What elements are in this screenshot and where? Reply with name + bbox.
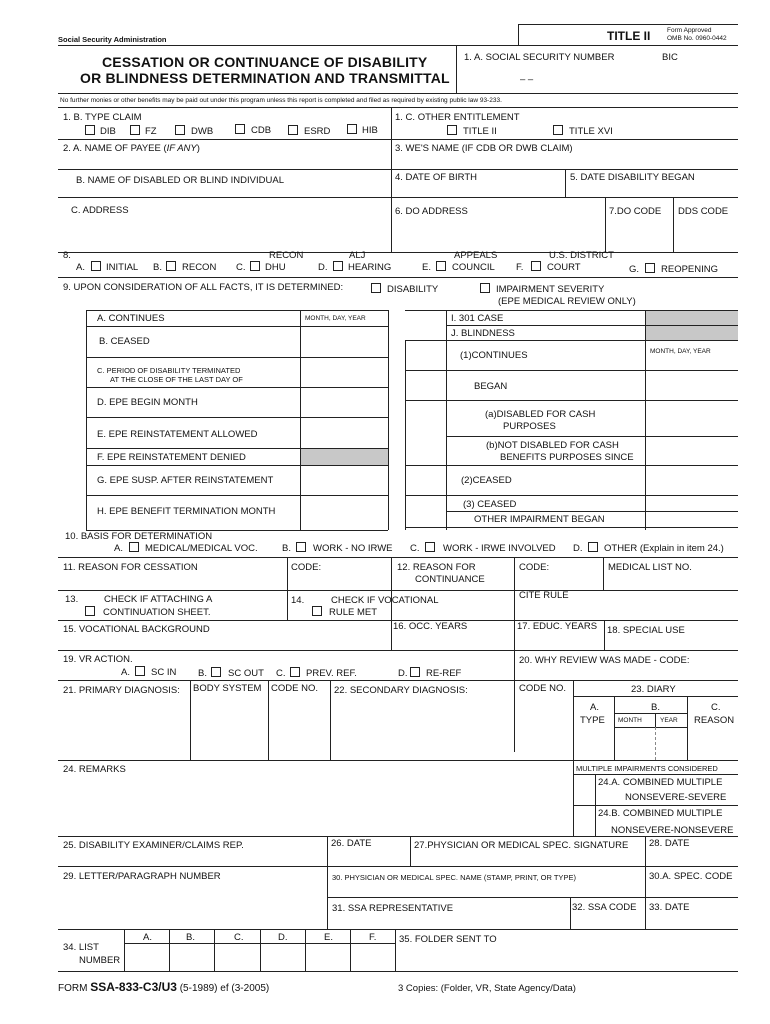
ceased-b-label: B. CEASED [99,336,150,347]
hearing-label: HEARING [348,262,392,273]
item14-number: 14. [291,595,305,606]
list-col-c: C. [234,932,244,943]
date-28-label: 28. DATE [649,838,690,849]
address-label: C. ADDRESS [71,205,129,216]
special-use-label: 18. SPECIAL USE [607,625,685,636]
recon-label: RECON [182,262,217,273]
multiple-impairments-label: MULTIPLE IMPAIRMENTS CONSIDERED [576,764,718,773]
item10-a-letter: A. [114,543,123,554]
item8-d-letter: D. [318,262,328,273]
list-col-e: E. [324,932,333,943]
esrd-label: ESRD [304,126,331,137]
combined-nonsevere-severe-label-2: NONSEVERE-SEVERE [625,792,727,803]
item10-d-letter: D. [573,543,583,554]
date-33-label: 33. DATE [649,902,690,913]
diary-reason-label: REASON [694,715,735,726]
attach-sheet-label: CHECK IF ATTACHING A [104,594,213,605]
medical-list-label: MEDICAL LIST NO. [608,562,692,573]
cdb-label: CDB [251,125,272,136]
cessation-code-label: CODE: [291,562,322,573]
other-basis-checkbox[interactable] [588,542,598,552]
form-title-line1: CESSATION OR CONTINUANCE OF DISABILITY [102,54,428,70]
why-review-label: 20. WHY REVIEW WAS MADE - CODE: [519,655,690,666]
title-ii-checkbox[interactable] [447,125,457,135]
notice-text: No further monies or other benefits may be paid out under this program unless this report is completed and filed as required by existing public law 93-233. [60,97,502,104]
do-code-label: 7.DO CODE [609,206,662,217]
month-day-year-right: MONTH, DAY, YEAR [650,348,711,355]
agency-name: Social Security Administration [58,35,167,44]
form-title-line2: OR BLINDNESS DETERMINATION AND TRANSMITTAL [80,70,450,86]
item8-number: 8. [63,250,71,261]
remarks-label: 24. REMARKS [63,764,126,775]
item19-d-letter: D. [398,668,408,679]
dhu-checkbox[interactable] [250,261,260,271]
sc-in-checkbox[interactable] [135,666,145,676]
hib-checkbox[interactable] [347,124,357,134]
vocational-rule-label: CHECK IF VOCATIONAL [331,595,439,606]
sc-out-label: SC OUT [228,668,264,679]
form-footer-id: FORM SSA-833-C3/U3 (5-1989) ef (3-2005) [58,980,270,994]
impairment-severity-checkbox[interactable] [480,283,490,293]
diary-year-label: YEAR [660,717,678,724]
us-district-top-label: U.S. DISTRICT [549,250,614,261]
do-address-label: 6. DO ADDRESS [395,206,468,217]
list-col-b: B. [186,932,195,943]
wes-name-label: 3. WE'S NAME (IF CDB OR DWB CLAIM) [395,143,573,154]
disability-option: DISABILITY [387,284,439,295]
began-label: BEGAN [474,381,508,392]
ceased-2-label: (2)CEASED [461,475,512,486]
recon-top-label: RECON [269,250,304,261]
work-irwe-label: WORK - IRWE INVOLVED [443,543,556,554]
title-ii-option: TITLE II [463,126,497,137]
primary-diagnosis-label: 21. PRIMARY DIAGNOSIS: [63,685,180,696]
dib-label: DIB [100,126,116,137]
impairment-severity-option: IMPAIRMENT SEVERITY [496,284,605,295]
diary-month-label: MONTH [618,717,642,724]
court-checkbox[interactable] [531,261,541,271]
educ-years-label: 17. EDUC. YEARS [517,621,598,632]
dwb-label: DWB [191,126,214,137]
item8-a-letter: A. [76,262,85,273]
period-terminated-label: C. PERIOD OF DISABILITY TERMINATED [97,366,241,375]
continuance-code-label: CODE: [519,562,550,573]
case-301-label: I. 301 CASE [451,313,504,324]
basis-label: 10. BASIS FOR DETERMINATION [65,531,213,542]
item8-c-letter: C. [236,262,246,273]
period-terminated-label-2: AT THE CLOSE OF THE LAST DAY OF [110,375,243,384]
form-approved: Form Approved [667,27,712,34]
ssn-label: 1. A. SOCIAL SECURITY NUMBER [464,52,615,63]
council-checkbox[interactable] [436,261,446,271]
epe-reinstatement-denied-label: F. EPE REINSTATEMENT DENIED [97,452,246,463]
other-basis-label: OTHER (Explain in item 24.) [604,543,724,554]
reason-continuance-label: 12. REASON FOR [397,562,476,573]
copies-note: 3 Copies: (Folder, VR, State Agency/Data) [398,983,576,994]
combined-nonsevere-nonsevere-label-2: NONSEVERE-NONSEVERE [611,825,734,836]
spec-code-label: 30.A. SPEC. CODE [649,871,733,882]
item10-b-letter: B. [282,543,291,554]
hearing-checkbox[interactable] [333,261,343,271]
ceased-3-label: (3) CEASED [463,499,517,510]
alj-top-label: ALJ [349,250,366,261]
dob-label: 4. DATE OF BIRTH [395,172,477,183]
disability-began-label: 5. DATE DISABILITY BEGAN [570,172,695,183]
cdb-checkbox[interactable] [235,124,245,134]
disability-checkbox[interactable] [371,283,381,293]
vocational-background-label: 15. VOCATIONAL BACKGROUND [63,624,210,635]
list-col-a: A. [143,932,152,943]
hib-label: HIB [362,125,378,136]
occ-years-label: 16. OCC. YEARS [393,621,468,632]
folder-sent-label: 35. FOLDER SENT TO [399,934,497,945]
list-col-f: F. [369,932,377,943]
not-disabled-cash-label-2: BENEFITS PURPOSES SINCE [500,452,634,463]
initial-checkbox[interactable] [91,261,101,271]
epe-only-note: (EPE MEDICAL REVIEW ONLY) [498,296,636,307]
month-day-year-left: MONTH, DAY, YEAR [305,315,366,322]
vr-action-label: 19. VR ACTION. [63,654,133,665]
item8-f-letter: F. [516,262,524,273]
omb-number: OMB No. 0960-0442 [667,35,727,42]
not-disabled-cash-label: (b)NOT DISABLED FOR CASH [486,440,619,451]
disabled-name-label: B. NAME OF DISABLED OR BLIND INDIVIDUAL [76,175,284,186]
continues-a-label: A. CONTINUES [97,313,165,324]
diary-b-letter: B. [651,702,660,713]
dhu-label: DHU [265,262,286,273]
continuation-sheet-label: CONTINUATION SHEET. [103,607,211,618]
list-number-label-2: NUMBER [79,955,121,966]
re-ref-label: RE-REF [426,668,462,679]
combined-nonsevere-severe-label: 24.A. COMBINED MULTIPLE [598,777,723,788]
item13-number: 13. [65,594,79,605]
code-no-label-2: CODE NO. [519,683,566,694]
vocational-rule-checkbox[interactable] [312,606,322,616]
ssn-field[interactable]: – – [520,74,534,85]
dds-code-label: DDS CODE [678,206,729,217]
diary-type-label: TYPE [580,715,605,726]
combined-nonsevere-nonsevere-label: 24.B. COMBINED MULTIPLE [598,808,723,819]
item19-b-letter: B. [198,668,207,679]
ssa-code-label: 32. SSA CODE [572,902,637,913]
reopening-label: REOPENING [661,264,719,275]
appeals-top-label: APPEALS [454,250,498,261]
item8-b-letter: B. [153,262,162,273]
continuation-sheet-checkbox[interactable] [85,606,95,616]
bic-label: BIC [662,52,678,63]
cite-rule-label: CITE RULE [519,590,569,601]
fz-label: FZ [145,126,157,137]
other-entitlement-label: 1. C. OTHER ENTITLEMENT [395,112,520,123]
title-xvi-option: TITLE XVI [569,126,613,137]
shaded-cell-f [301,449,388,465]
council-label: COUNCIL [452,262,495,273]
medical-voc-checkbox[interactable] [129,542,139,552]
epe-susp-label: G. EPE SUSP. AFTER REINSTATEMENT [97,475,274,486]
body-system-label: BODY SYSTEM [193,683,262,694]
prev-ref-label: PREV. REF. [306,668,357,679]
fz-checkbox[interactable] [130,125,140,135]
examiner-label: 25. DISABILITY EXAMINER/CLAIMS REP. [63,840,244,851]
secondary-diagnosis-label: 22. SECONDARY DIAGNOSIS: [334,685,468,696]
epe-termination-label: H. EPE BENEFIT TERMINATION MONTH [97,506,276,517]
physician-signature-label: 27.PHYSICIAN OR MEDICAL SPEC. SIGNATURE [414,840,629,851]
reopening-checkbox[interactable] [645,263,655,273]
work-no-irwe-label: WORK - NO IRWE [313,543,393,554]
work-no-irwe-checkbox[interactable] [296,542,306,552]
item19-c-letter: C. [276,668,286,679]
blindness-label: J. BLINDNESS [451,328,515,339]
work-irwe-checkbox[interactable] [425,542,435,552]
court-label: COURT [547,262,581,273]
reason-cessation-label: 11. REASON FOR CESSATION [63,562,198,573]
title-ii-label: TITLE II [607,29,651,43]
medical-voc-label: MEDICAL/MEDICAL VOC. [145,543,258,554]
sc-out-checkbox[interactable] [211,667,221,677]
epe-begin-label: D. EPE BEGIN MONTH [97,397,198,408]
letter-paragraph-label: 29. LETTER/PARAGRAPH NUMBER [63,871,221,882]
other-impairment-label: OTHER IMPAIRMENT BEGAN [474,514,605,525]
dwb-checkbox[interactable] [175,125,185,135]
disabled-cash-label-2: PURPOSES [503,421,556,432]
vocational-rule-label-2: RULE MET [329,607,378,618]
re-ref-checkbox[interactable] [410,667,420,677]
payee-name-label: 2. A. NAME OF PAYEE (IF ANY) [63,143,200,154]
type-claim-label: 1. B. TYPE CLAIM [63,112,142,123]
continues-1-label: (1)CONTINUES [460,350,528,361]
diary-c-letter: C. [711,702,721,713]
esrd-checkbox[interactable] [288,125,298,135]
initial-label: INITIAL [106,262,139,273]
item8-e-letter: E. [422,262,431,273]
item19-a-letter: A. [121,667,130,678]
diary-label: 23. DIARY [631,684,676,695]
item10-c-letter: C. [410,543,420,554]
sc-in-label: SC IN [151,667,177,678]
reason-continuance-label-2: CONTINUANCE [415,574,485,585]
item9-label: 9. UPON CONSIDERATION OF ALL FACTS, IT IS DETERMINED: [63,282,344,293]
item8-g-letter: G. [629,264,640,275]
epe-reinstatement-allowed-label: E. EPE REINSTATEMENT ALLOWED [97,429,258,440]
physician-name-label: 30. PHYSICIAN OR MEDICAL SPEC. NAME (STAMP, PRINT, OR TYPE) [332,873,576,882]
list-col-d: D. [278,932,288,943]
date-26-label: 26. DATE [331,838,372,849]
diary-a-letter: A. [590,702,599,713]
ssa-representative-label: 31. SSA REPRESENTATIVE [332,903,454,914]
recon-checkbox[interactable] [166,261,176,271]
disabled-cash-label: (a)DISABLED FOR CASH [485,409,596,420]
dib-checkbox[interactable] [85,125,95,135]
list-number-label: 34. LIST [63,942,99,953]
title-xvi-checkbox[interactable] [553,125,563,135]
prev-ref-checkbox[interactable] [290,667,300,677]
code-no-label: CODE NO. [271,683,318,694]
